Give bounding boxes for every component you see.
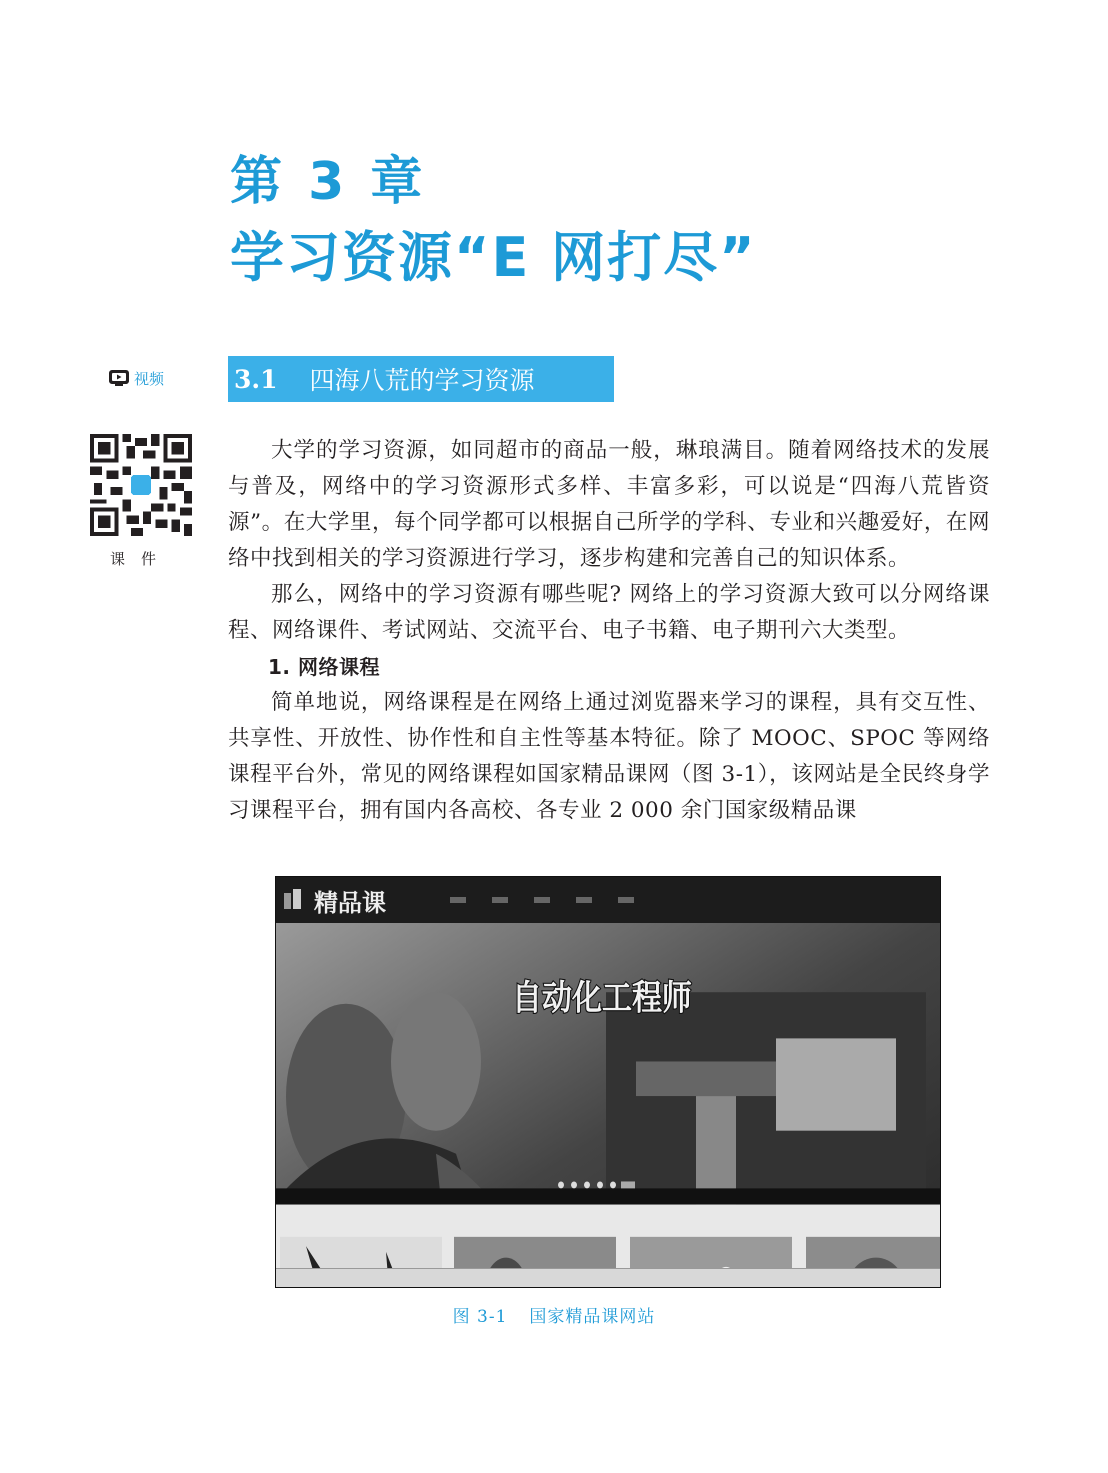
paragraph: 简单地说，网络课程是在网络上通过浏览器来学习的课程，具有交互性、共享性、开放性、协作性和自主性等基本特征。除了 MOOC、SPOC 等网络课程平台外，常见的网络课程如国家精品课网（图 3-1），该网站是全民终身学习课程平台，拥有国内各高校、各专业 2 000 余门国家级精品课 xyxy=(228,690,990,823)
hero-text: 自动化工程师 xyxy=(512,977,692,1019)
website-header xyxy=(276,877,940,923)
video-label: 视频 xyxy=(134,369,165,388)
video-link[interactable] xyxy=(108,368,164,388)
logo-icon xyxy=(282,887,308,913)
subheading: 1. 网络课程 xyxy=(268,655,380,679)
paragraph: 大学的学习资源，如同超市的商品一般，琳琅满目。随着网络技术的发展与普及，网络中的学习资源形式多样、丰富多彩，可以说是“四海八荒皆资源”。在大学里，每个同学都可以根据自己所学的学科、专业和兴趣爱好，在网络中找到相关的学习资源进行学习，逐步构建和完善自己的知识体系。 xyxy=(228,438,990,571)
section-number: 3.1 xyxy=(234,364,278,394)
qr-label: 课件 xyxy=(110,550,173,568)
section-title: 四海八荒的学习资源 xyxy=(309,366,535,395)
figure-number: 图 3-1 xyxy=(452,1307,508,1327)
figure-caption xyxy=(0,1302,1108,1327)
chapter-number: 第 3 章 xyxy=(230,152,427,212)
figure-screenshot xyxy=(275,876,941,1288)
qr-code[interactable] xyxy=(90,434,192,536)
section-heading xyxy=(228,356,614,402)
website-hero-image xyxy=(276,923,940,1288)
paragraph: 那么，网络中的学习资源有哪些呢? 网络上的学习资源大致可以分网络课程、网络课件、考试网站、交流平台、电子书籍、电子期刊六大类型。 xyxy=(228,582,990,643)
website-nav xyxy=(450,897,634,903)
figure-title: 国家精品课网站 xyxy=(529,1307,656,1327)
body-text xyxy=(228,433,990,829)
video-icon xyxy=(108,369,130,387)
browser-status-bar xyxy=(276,1268,940,1287)
website-logo: 精品课 xyxy=(314,888,386,917)
chapter-title: 学习资源“E 网打尽” xyxy=(230,226,757,289)
